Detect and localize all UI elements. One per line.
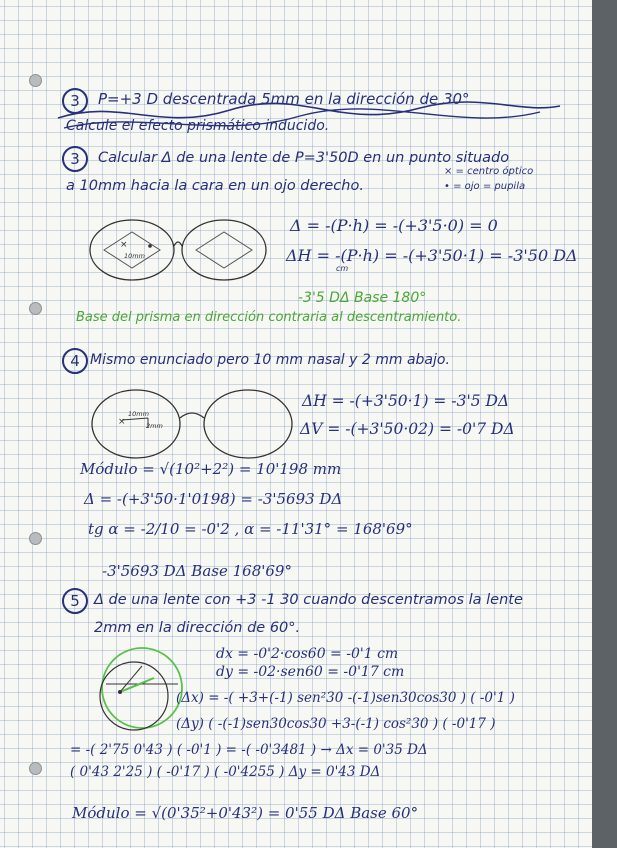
equation: Δ = -(+3'50·1'0198) = -3'5693 DΔ [84,490,343,508]
equation: dy = -02·sen60 = -0'17 cm [216,664,405,680]
problem-statement: Mismo enunciado pero 10 mm nasal y 2 mm abajo. [90,352,450,368]
exercise-number: 4 [62,348,88,374]
result: -3'5693 DΔ Base 168'69° [102,562,292,580]
matrix-equation: ( 0'43 2'25 ) ( -0'17 ) ( -0'4255 ) Δy = 0'43 DΔ [70,764,381,780]
legend-item: × = centro óptico [444,166,534,177]
problem-statement: a 10mm hacia la cara en un ojo derecho. [66,178,364,194]
exercise-number: 5 [62,588,88,614]
glasses-sketch [88,384,308,464]
note: Base del prisma en dirección contraria al descentramiento. [76,310,462,325]
problem-statement: Δ de una lente con +3 -1 30 cuando descentramos la lente [94,592,523,608]
notebook-binding [592,0,617,848]
measure-label: 10mm [124,252,145,260]
measure-label: 2mm [146,422,163,430]
exercise-number: 3 [62,146,88,172]
binder-hole [29,762,42,775]
svg-text:×: × [118,417,126,427]
exercise-number: 3 [62,88,88,114]
unit-label: cm [336,264,349,273]
matrix-equation: (Δy) ( -(-1)sen30cos30 +3-(-1) cos²30 ) ( -0'17 ) [176,716,496,732]
result: -3'5 DΔ Base 180° [298,290,427,306]
glasses-sketch [84,212,274,302]
measure-label: 10mm [128,410,149,418]
problem-statement: Calcular Δ de una lente de P=3'50D en un punto situado [98,150,510,166]
matrix-equation: (Δx) = -( +3+(-1) sen²30 -(-1)sen30cos30 ) ( -0'1 ) [176,690,515,706]
equation: ΔV = -(+3'50·02) = -0'7 DΔ [300,420,515,438]
equation: Módulo = √(10²+2²) = 10'198 mm [80,460,342,478]
problem-statement: 2mm en la dirección de 60°. [94,620,301,636]
matrix-equation: = -( 2'75 0'43 ) ( -0'1 ) = -( -0'3481 ) → Δx = 0'35 DΔ [70,742,428,758]
problem-statement: Calcule el efecto prismático inducido. [66,118,330,134]
equation: dx = -0'2·cos60 = -0'1 cm [216,646,399,662]
equation: tg α = -2/10 = -0'2 , α = -11'31° = 168'69° [88,520,413,538]
problem-statement: P=+3 D descentrada 5mm en la dirección de 30° [98,90,470,108]
svg-text:×: × [120,240,128,250]
result: Módulo = √(0'35²+0'43²) = 0'55 DΔ Base 60° [72,804,419,822]
binder-hole [29,532,42,545]
equation: Δ = -(P·h) = -(+3'5·0) = 0 [290,216,498,235]
equation: ΔH = -(P·h) = -(+3'50·1) = -3'50 DΔ [286,246,578,265]
legend-item: • = ojo = pupila [444,181,526,192]
binder-hole [29,302,42,315]
equation: ΔH = -(+3'50·1) = -3'5 DΔ [302,392,510,410]
